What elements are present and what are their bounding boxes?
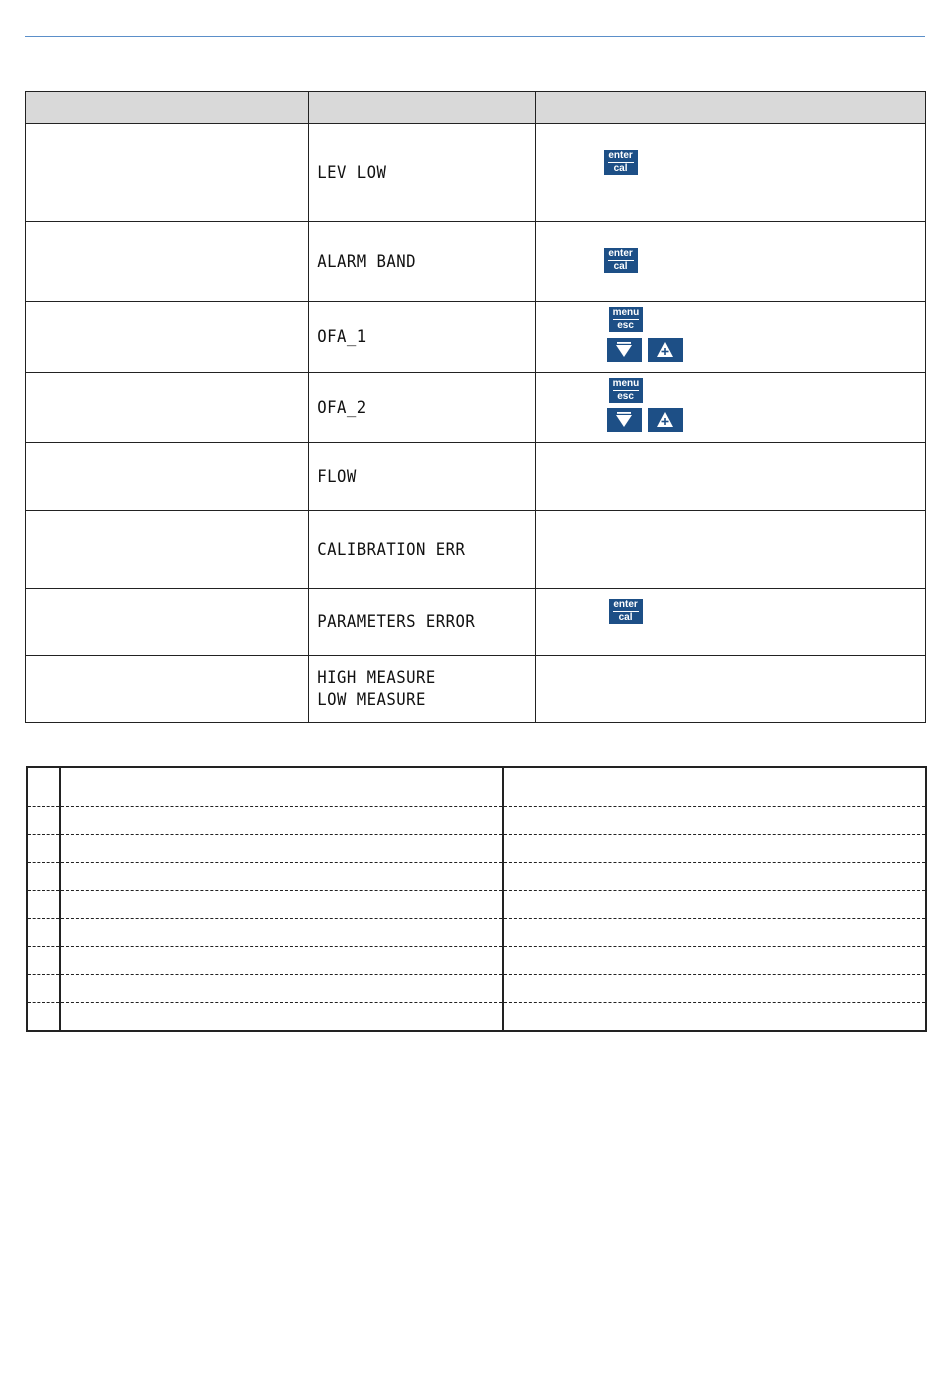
- grid-row: [27, 1003, 926, 1032]
- header-cell-action: [535, 92, 925, 124]
- display-text: PARAMETERS ERROR: [317, 612, 476, 632]
- action-cell: [535, 443, 925, 511]
- display-cell: [309, 124, 535, 222]
- alarm-desc-cell: [26, 302, 309, 373]
- action-cell: [535, 511, 925, 589]
- display-text: OFA_2: [317, 397, 367, 418]
- display-text: FLOW: [317, 466, 358, 487]
- down-arrow-key-icon[interactable]: [607, 408, 642, 432]
- alarm-desc-cell: [26, 443, 309, 511]
- grid-row: [27, 919, 926, 947]
- enter-cal-key-icon[interactable]: enter cal: [609, 599, 643, 624]
- grid-row: [27, 891, 926, 919]
- enter-cal-key-icon[interactable]: enter cal: [604, 150, 638, 175]
- action-cell: [535, 373, 925, 443]
- grid-row: [27, 947, 926, 975]
- alarm-desc-cell: [26, 656, 309, 723]
- alarm-table-header: [26, 92, 926, 124]
- down-arrow-key-icon[interactable]: [607, 338, 642, 362]
- display-text: LOW MEASURE: [317, 690, 427, 710]
- alarm-desc-cell: [26, 222, 309, 302]
- menu-esc-key-icon[interactable]: menu esc: [609, 378, 643, 403]
- alarm-row: [26, 124, 926, 222]
- header-cell-alarm: [26, 92, 309, 124]
- alarm-table: [25, 91, 926, 723]
- alarm-row: [26, 589, 926, 656]
- enter-cal-key-icon[interactable]: enter cal: [604, 248, 638, 273]
- display-text: ALARM BAND: [317, 251, 417, 272]
- blank-grid-table: [26, 766, 927, 1032]
- alarm-row: [26, 222, 926, 302]
- alarm-desc-cell: [26, 511, 309, 589]
- display-cell: [309, 302, 535, 373]
- header-rule: [25, 36, 925, 37]
- display-text: LEV LOW: [317, 162, 387, 183]
- grid-row: [27, 975, 926, 1003]
- display-cell: [309, 589, 535, 656]
- display-cell: [309, 511, 535, 589]
- up-arrow-key-icon[interactable]: [648, 408, 683, 432]
- display-text: OFA_1: [317, 327, 367, 347]
- up-arrow-key-icon[interactable]: [648, 338, 683, 362]
- alarm-row: [26, 302, 926, 373]
- header-cell-display: [309, 92, 535, 124]
- alarm-row: [26, 656, 926, 723]
- alarm-row: [26, 373, 926, 443]
- display-cell: [309, 443, 535, 511]
- alarm-row: [26, 443, 926, 511]
- display-text: HIGH MEASURE: [317, 668, 437, 688]
- alarm-desc-cell: [26, 124, 309, 222]
- action-cell: [535, 124, 925, 222]
- alarm-row: [26, 511, 926, 589]
- action-cell: [535, 589, 925, 656]
- display-cell: [309, 222, 535, 302]
- action-cell: [535, 222, 925, 302]
- grid-header-row: [27, 767, 926, 807]
- grid-row: [27, 835, 926, 863]
- display-text: CALIBRATION ERR: [317, 539, 466, 560]
- action-cell: [535, 302, 925, 373]
- display-cell: [309, 656, 535, 723]
- action-cell: [535, 656, 925, 723]
- menu-esc-key-icon[interactable]: menu esc: [609, 307, 643, 332]
- grid-row: [27, 863, 926, 891]
- alarm-desc-cell: [26, 589, 309, 656]
- display-cell: [309, 373, 535, 443]
- alarm-desc-cell: [26, 373, 309, 443]
- grid-row: [27, 807, 926, 835]
